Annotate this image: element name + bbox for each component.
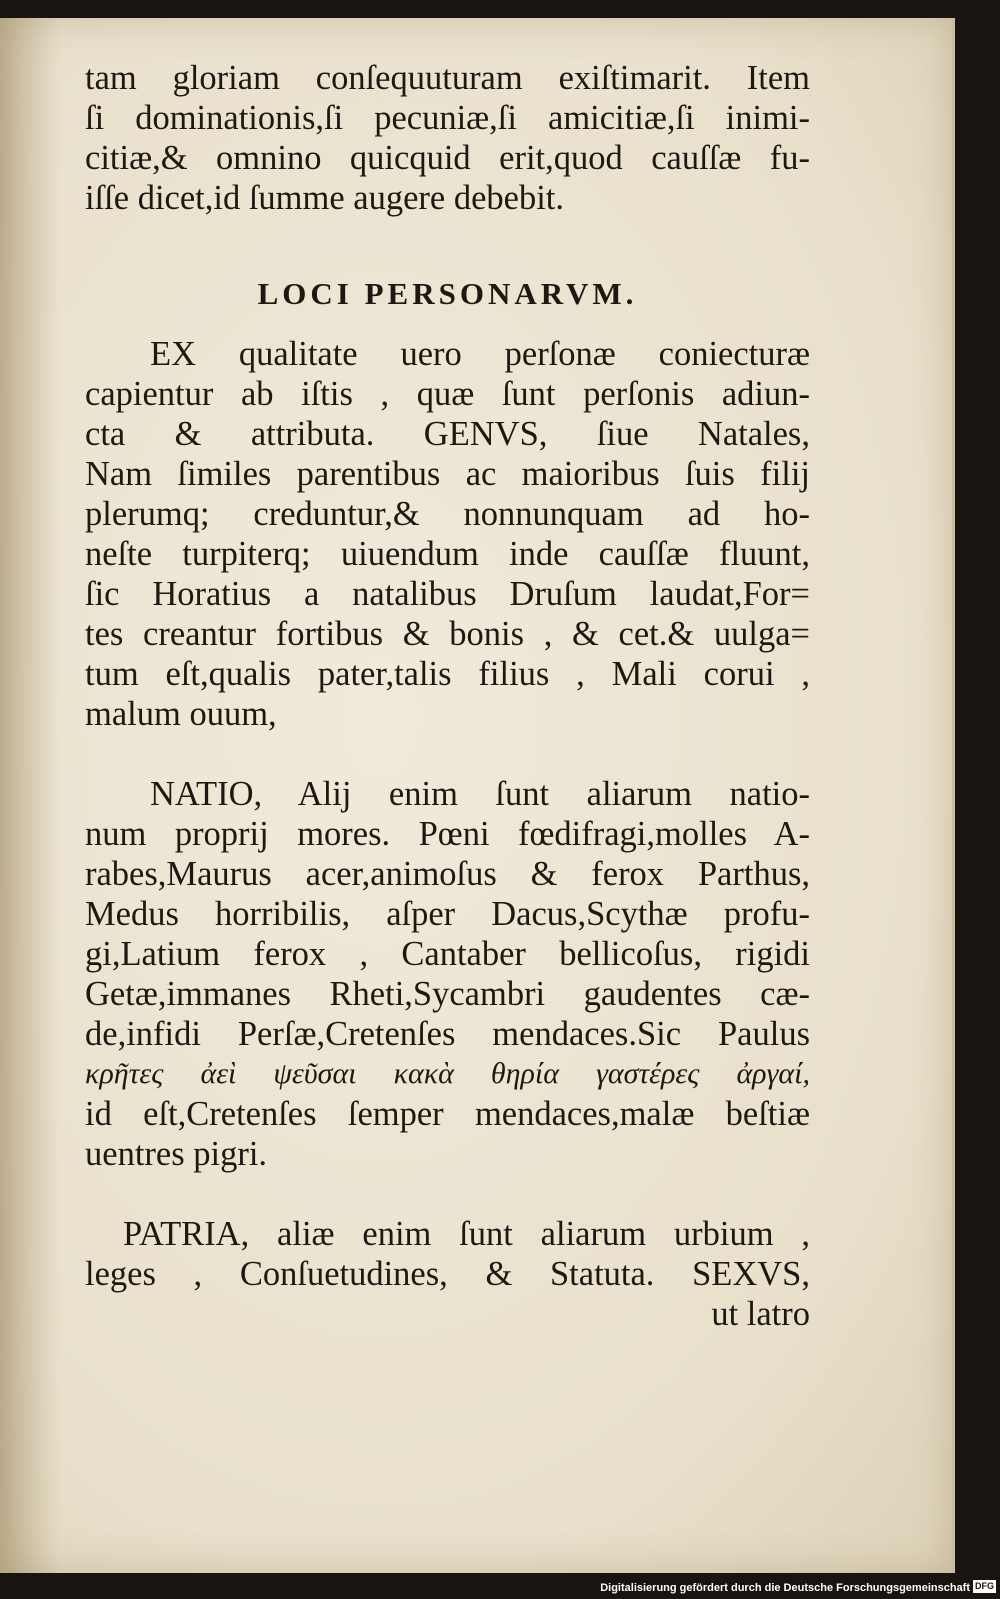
page-text (85, 58, 810, 1334)
book-page (0, 18, 955, 1573)
text-line: iſſe dicet,id ſumme augere debebit. (85, 179, 564, 217)
text-line: EX qualitate uero perſonæ coniecturæ (150, 335, 810, 373)
text-line: cta & attributa. GENVS, ſiue Natales, (85, 415, 810, 453)
dfg-logo: DFG (975, 1581, 994, 1591)
text-line: tes creantur fortibus & bonis , & cet.& uulga= (85, 615, 810, 653)
digitization-footer (0, 1573, 1000, 1599)
text-line: Nam ſimiles parentibus ac maioribus ſuis filij (85, 455, 810, 493)
text-line: leges , Conſuetudines, & Statuta. SEXVS, (85, 1255, 810, 1293)
text-line: capientur ab iſtis , quæ ſunt perſonis adiun- (85, 375, 810, 413)
funding-notice: Digitalisierung gefördert durch die Deutsche Forschungsgemeinschaft (600, 1582, 970, 1594)
text-line: neſte turpiterq; uiuendum inde cauſſæ fluunt, (85, 535, 810, 573)
text-line: ſic Horatius a natalibus Druſum laudat,For= (85, 575, 810, 613)
text-line: uentres pigri. (85, 1135, 268, 1173)
text-line: Getæ,immanes Rheti,Sycambri gaudentes cæ- (85, 975, 810, 1013)
text-line: citiæ,& omnino quicquid erit,quod cauſſæ fu- (85, 139, 810, 177)
text-line: de,infidi Perſæ,Cretenſes mendaces.Sic Paulus (85, 1015, 810, 1053)
section-heading: LOCI PERSONARVM. (257, 276, 638, 311)
text-line: id eſt,Cretenſes ſemper mendaces,malæ beſtiæ (85, 1095, 810, 1133)
text-line: ſi dominationis,ſi pecuniæ,ſi amicitiæ,ſi inimi- (85, 99, 810, 137)
greek-quotation-line: κρῆτες ἀεὶ ψεῦσαι κακὰ θηρία γαστέρες ἀργαί, (85, 1057, 810, 1090)
text-line: Medus horribilis, aſper Dacus,Scythæ profu- (85, 895, 810, 933)
page-binding-shadow (0, 18, 60, 1573)
text-line: plerumq; creduntur,& nonnunquam ad ho- (85, 495, 810, 533)
text-line: malum ouum, (85, 695, 277, 733)
text-line: gi,Latium ferox , Cantaber bellicoſus, rigidi (85, 935, 810, 973)
text-line: NATIO, Alij enim ſunt aliarum natio- (150, 775, 810, 813)
text-line: rabes,Maurus acer,animoſus & ferox Parthus, (85, 855, 810, 893)
catchword: ut latro (711, 1295, 810, 1333)
text-line: tum eſt,qualis pater,talis filius , Mali corui , (85, 655, 810, 693)
text-line: num proprij mores. Pœni fœdifragi,molles A- (85, 815, 810, 853)
text-line: tam gloriam conſequuturam exiſtimarit. Item (85, 59, 810, 97)
text-line: PATRIA, aliæ enim ſunt aliarum urbium , (123, 1215, 810, 1253)
